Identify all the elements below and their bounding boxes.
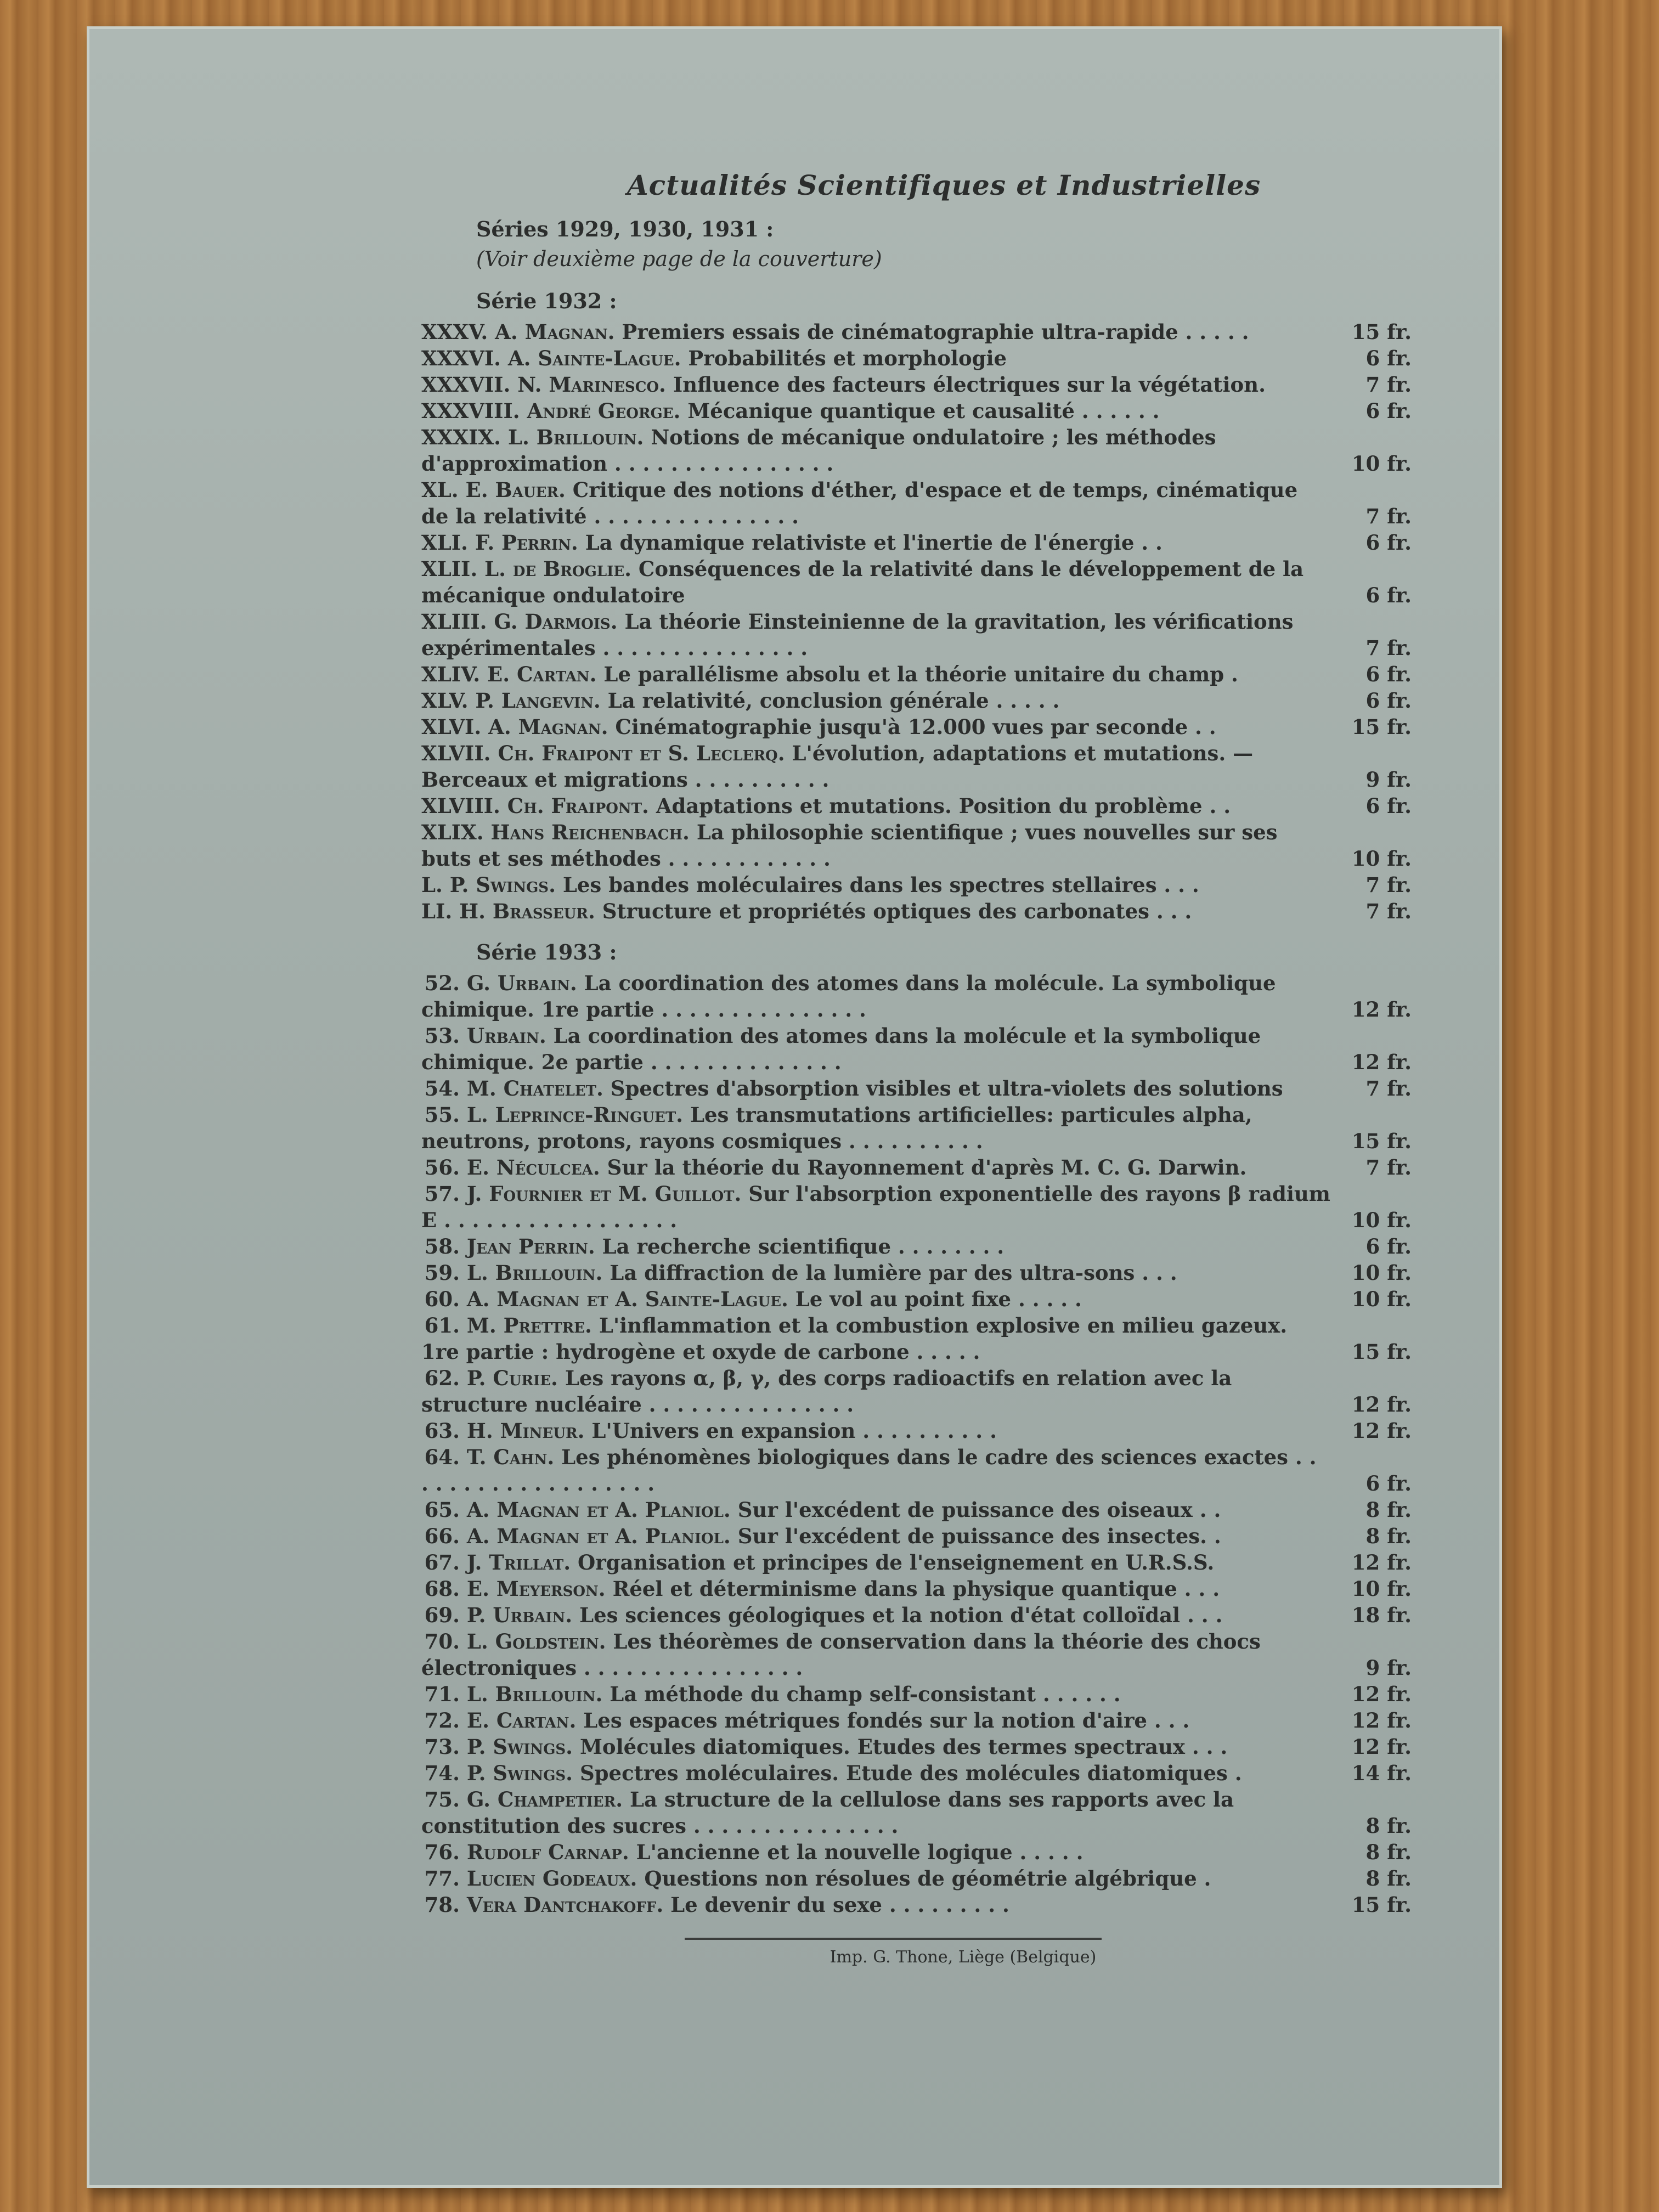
- entry-title: Molécules diatomiques. Etudes des termes spectraux . . .: [579, 1735, 1228, 1759]
- catalogue-entry: [421, 970, 1412, 1023]
- entry-author: P. Swings.: [466, 1735, 573, 1759]
- entry-price: 15 fr.: [1351, 1893, 1412, 1917]
- entry-text: [421, 1444, 1346, 1497]
- catalogue-entry: [421, 1760, 1412, 1786]
- catalogue-entry: [421, 819, 1412, 872]
- entry-number: 53.: [424, 1024, 460, 1048]
- entry-number: 61.: [424, 1313, 460, 1338]
- entry-number: 76.: [424, 1840, 460, 1864]
- catalogue-entry: [421, 1181, 1412, 1233]
- catalogue-entry: [421, 1444, 1412, 1497]
- entry-author: Ch. Fraipont et S. Leclerq.: [498, 741, 785, 765]
- entry-price: 9 fr.: [1365, 1656, 1412, 1680]
- entry-text: [421, 477, 1346, 529]
- entry-price: 18 fr.: [1351, 1603, 1412, 1627]
- entry-number: 55.: [424, 1103, 460, 1127]
- entry-title: Influence des facteurs électriques sur la végétation.: [673, 373, 1266, 397]
- entry-title: Sur l'absorption exponentielle des rayons β radium E . . . . . . . . . . . . . . . . .: [421, 1182, 1330, 1232]
- entry-number: 58.: [424, 1234, 460, 1259]
- entry-author: E. Meyerson.: [466, 1577, 606, 1601]
- entry-price: 10 fr.: [1351, 1261, 1412, 1285]
- entry-text: [421, 1707, 1346, 1734]
- entry-title: La théorie Einsteinienne de la gravitation, les vérifications expérimentales . . . . . . . . . . . . . . .: [421, 610, 1294, 660]
- entry-title: Les théorèmes de conservation dans la théorie des chocs électroniques . . . . . . . . . . . . . . . .: [421, 1629, 1261, 1680]
- entry-text: [421, 1734, 1346, 1760]
- entry-number: 52.: [424, 971, 460, 995]
- catalogue-entry: [421, 1075, 1412, 1102]
- entry-price: 10 fr.: [1351, 452, 1412, 476]
- entry-price: 6 fr.: [1365, 583, 1412, 607]
- entry-price: 15 fr.: [1351, 715, 1412, 739]
- catalogue-entry: [421, 1707, 1412, 1734]
- entry-title: Les rayons α, β, γ, des corps radioactifs en relation avec la structure nucléaire . . . . . . . . . . . . . . .: [421, 1366, 1232, 1417]
- entry-number: 71.: [424, 1682, 460, 1706]
- catalogue-entry: [421, 1892, 1412, 1918]
- entry-text: [421, 1312, 1346, 1365]
- catalogue-entry: [421, 1497, 1412, 1523]
- entry-author: L. Goldstein.: [466, 1629, 606, 1654]
- entry-author: H. Brasseur.: [459, 899, 595, 923]
- series-1933-heading: Série 1933 :: [476, 940, 617, 964]
- entry-author: Hans Reichenbach.: [490, 820, 690, 844]
- catalogue-entry: [421, 398, 1412, 424]
- entry-number: XXXVIII.: [421, 399, 520, 423]
- entry-title: Le parallélisme absolu et la théorie unitaire du champ .: [603, 662, 1238, 686]
- catalogue-entry: [421, 661, 1412, 687]
- entry-price: 6 fr.: [1365, 689, 1412, 713]
- entry-price: 7 fr.: [1365, 899, 1412, 923]
- catalogue-entry: [421, 1576, 1412, 1602]
- entry-author: T. Cahn.: [466, 1445, 555, 1469]
- entry-text: [421, 1760, 1346, 1786]
- entry-title: Sur la théorie du Rayonnement d'après M. C. G. Darwin.: [607, 1155, 1247, 1180]
- printer-imprint: Imp. G. Thone, Liège (Belgique): [830, 1948, 1097, 1967]
- catalogue-entry: [421, 740, 1412, 793]
- entry-price: 12 fr.: [1351, 1708, 1412, 1733]
- book-back-cover: [87, 26, 1502, 2188]
- entry-title: La coordination des atomes dans la molécule et la symbolique chimique. 2e partie . . . . . . . . . . . . . .: [421, 1024, 1261, 1074]
- catalogue-entry: [421, 1023, 1412, 1075]
- entry-price: 8 fr.: [1365, 1840, 1412, 1864]
- entry-number: 74.: [424, 1761, 460, 1785]
- catalogue-entry: [421, 1418, 1412, 1444]
- entry-number: 54.: [424, 1076, 460, 1101]
- entry-number: XLV.: [421, 689, 469, 713]
- catalogue-entry: [421, 424, 1412, 477]
- entry-author: Ch. Fraipont.: [507, 794, 649, 818]
- entry-number: LI.: [421, 899, 453, 923]
- entry-title: Les sciences géologiques et la notion d'état colloïdal . . .: [579, 1603, 1223, 1627]
- catalogue-page: [421, 169, 1412, 1967]
- entry-number: 77.: [424, 1866, 460, 1891]
- entry-price: 12 fr.: [1351, 1392, 1412, 1417]
- catalogue-entry: [421, 608, 1412, 661]
- entry-number: XLIX.: [421, 820, 484, 844]
- entry-author: J. Fournier et M. Guillot.: [466, 1182, 742, 1206]
- entry-price: 12 fr.: [1351, 997, 1412, 1022]
- entry-author: L. Brillouin.: [466, 1682, 603, 1706]
- entry-text: [421, 1102, 1346, 1154]
- entry-text: [421, 740, 1346, 793]
- catalogue-entry: [421, 1839, 1412, 1865]
- entry-title: Mécanique quantique et causalité . . . . . .: [687, 399, 1160, 423]
- entry-text: [421, 970, 1346, 1023]
- series-1929-31-note: (Voir deuxième page de la couverture): [476, 247, 882, 271]
- catalogue-entry: [421, 477, 1412, 529]
- entry-author: E. Néculcea.: [466, 1155, 600, 1180]
- series-1932-heading: Série 1932 :: [476, 289, 617, 313]
- catalogue-entry: [421, 1154, 1412, 1181]
- entry-author: L. Brillouin.: [466, 1261, 603, 1285]
- entry-title: La philosophie scientifique ; vues nouvelles sur ses buts et ses méthodes . . . . . . . . . . . .: [421, 820, 1278, 871]
- entry-text: [421, 1075, 1346, 1102]
- entry-title: Probabilités et morphologie: [688, 346, 1007, 370]
- entry-price: 6 fr.: [1365, 531, 1412, 555]
- entry-author: P. Curie.: [466, 1366, 558, 1390]
- entry-text: [421, 819, 1346, 872]
- entry-title: Conséquences de la relativité dans le développement de la mécanique ondulatoire: [421, 557, 1304, 607]
- entry-text: [421, 608, 1346, 661]
- catalogue-entry: [421, 793, 1412, 819]
- entry-text: [421, 1602, 1346, 1628]
- entry-number: XLIV.: [421, 662, 481, 686]
- entry-title: La structure de la cellulose dans ses rapports avec la constitution des sucres . . . . . . . . . . . . . . .: [421, 1787, 1234, 1838]
- entry-title: Spectres moléculaires. Etude des molécules diatomiques .: [579, 1761, 1242, 1785]
- entry-number: 67.: [424, 1550, 460, 1575]
- entry-text: [421, 1786, 1346, 1839]
- entry-text: [421, 1681, 1346, 1707]
- entry-title: Adaptations et mutations. Position du problème . .: [656, 794, 1231, 818]
- entry-title: L'évolution, adaptations et mutations. — Berceaux et migrations . . . . . . . . . .: [421, 741, 1254, 792]
- entry-number: XLII.: [421, 557, 478, 581]
- entry-price: 12 fr.: [1351, 1419, 1412, 1443]
- catalogue-entry: [421, 1865, 1412, 1892]
- entry-price: 12 fr.: [1351, 1682, 1412, 1706]
- entry-text: [421, 345, 1346, 371]
- entry-author: M. Chatelet.: [466, 1076, 603, 1101]
- entry-price: 10 fr.: [1351, 1287, 1412, 1311]
- entry-number: XLIII.: [421, 610, 487, 634]
- entry-price: 15 fr.: [1351, 320, 1412, 344]
- entry-number: 64.: [424, 1445, 460, 1469]
- entry-number: XLI.: [421, 531, 468, 555]
- entry-number: XL.: [421, 478, 459, 502]
- entry-price: 10 fr.: [1351, 1208, 1412, 1232]
- entry-price: 15 fr.: [1351, 1340, 1412, 1364]
- catalogue-entry: [421, 1549, 1412, 1576]
- entry-author: A. Magnan et A. Sainte-Lague.: [466, 1287, 788, 1311]
- entry-author: L. Leprince-Ringuet.: [466, 1103, 684, 1127]
- entry-author: M. Prettre.: [466, 1313, 592, 1338]
- entry-title: Sur l'excédent de puissance des oiseaux . .: [737, 1498, 1221, 1522]
- entry-text: [421, 1233, 1346, 1260]
- catalogue-entry: [421, 1681, 1412, 1707]
- entry-author: J. Trillat.: [466, 1550, 571, 1575]
- entry-title: Le vol au point fixe . . . . .: [795, 1287, 1082, 1311]
- entry-price: 12 fr.: [1351, 1550, 1412, 1575]
- entry-price: 7 fr.: [1365, 1155, 1412, 1180]
- entry-price: 10 fr.: [1351, 847, 1412, 871]
- entry-title: L'inflammation et la combustion explosive en milieu gazeux. 1re partie : hydrogène et oxyde de carbone . . . . .: [421, 1313, 1288, 1364]
- entry-price: 6 fr.: [1365, 1234, 1412, 1259]
- entry-number: XLVI.: [421, 715, 482, 739]
- entry-title: Les bandes moléculaires dans les spectres stellaires . . .: [562, 873, 1199, 897]
- catalogue-entry: [421, 1365, 1412, 1418]
- entry-author: E. Cartan.: [487, 662, 597, 686]
- entry-title: Cinématographie jusqu'à 12.000 vues par seconde . .: [615, 715, 1216, 739]
- entry-text: [421, 1523, 1346, 1549]
- entry-author: A. Magnan et A. Planiol.: [466, 1524, 731, 1548]
- entry-text: [421, 1549, 1346, 1576]
- entry-title: Critique des notions d'éther, d'espace et de temps, cinématique de la relativité . . . . . . . . . . . . . . .: [421, 478, 1298, 528]
- catalogue-entry: [421, 1523, 1412, 1549]
- catalogue-entry: [421, 319, 1412, 345]
- entry-text: [421, 872, 1346, 898]
- entry-number: XXXVII.: [421, 373, 511, 397]
- entry-price: 6 fr.: [1365, 794, 1412, 818]
- entry-price: 7 fr.: [1365, 636, 1412, 660]
- catalogue-entry: [421, 1286, 1412, 1312]
- entry-number: XLVII.: [421, 741, 491, 765]
- entry-text: [421, 793, 1346, 819]
- entry-price: 8 fr.: [1365, 1866, 1412, 1891]
- entry-text: [421, 1865, 1346, 1892]
- entry-price: 10 fr.: [1351, 1577, 1412, 1601]
- entry-title: La coordination des atomes dans la molécule. La symbolique chimique. 1re partie . . . . . . . . . . . . . . .: [421, 971, 1276, 1022]
- entry-text: [421, 529, 1346, 556]
- entry-number: 69.: [424, 1603, 460, 1627]
- entry-title: L'Univers en expansion . . . . . . . . . .: [591, 1419, 997, 1443]
- entry-text: [421, 1892, 1346, 1918]
- entry-text: [421, 1576, 1346, 1602]
- catalogue-entry: [421, 898, 1412, 924]
- entry-author: A. Sainte-Lague.: [507, 346, 681, 370]
- entry-title: Réel et déterminisme dans la physique quantique . . .: [612, 1577, 1220, 1601]
- entry-title: Les transmutations artificielles: particules alpha, neutrons, protons, rayons cosmiques . . . . . . . . . .: [421, 1103, 1252, 1153]
- entry-text: [421, 1023, 1346, 1075]
- entry-number: 73.: [424, 1735, 460, 1759]
- series-1933-list: [421, 970, 1412, 1918]
- entry-price: 6 fr.: [1365, 399, 1412, 423]
- entry-number: XXXVI.: [421, 346, 501, 370]
- entry-author: P. Langevin.: [475, 689, 601, 713]
- entry-title: Les espaces métriques fondés sur la notion d'aire . . .: [583, 1708, 1190, 1733]
- entry-text: [421, 398, 1346, 424]
- entry-author: E. Bauer.: [465, 478, 566, 502]
- entry-text: [421, 319, 1346, 345]
- entry-author: L. Brillouin.: [507, 425, 644, 449]
- entry-author: E. Cartan.: [466, 1708, 577, 1733]
- entry-number: XLVIII.: [421, 794, 500, 818]
- entry-title: Spectres d'absorption visibles et ultra-violets des solutions: [610, 1076, 1283, 1101]
- entry-price: 14 fr.: [1351, 1761, 1412, 1785]
- entry-number: 66.: [424, 1524, 460, 1548]
- entry-text: [421, 371, 1346, 398]
- entry-title: Structure et propriétés optiques des carbonates . . .: [602, 899, 1192, 923]
- entry-price: 12 fr.: [1351, 1050, 1412, 1074]
- catalogue-entry: [421, 1628, 1412, 1681]
- entry-title: La dynamique relativiste et l'inertie de l'énergie . .: [585, 531, 1163, 555]
- entry-price: 7 fr.: [1365, 504, 1412, 528]
- entry-text: [421, 1365, 1346, 1418]
- catalogue-entry: [421, 556, 1412, 608]
- entry-title: Sur l'excédent de puissance des insectes. .: [737, 1524, 1221, 1548]
- entry-number: 63.: [424, 1419, 460, 1443]
- entry-text: [421, 1154, 1346, 1181]
- catalogue-entry: [421, 529, 1412, 556]
- catalogue-entry: [421, 1260, 1412, 1286]
- entry-text: [421, 714, 1346, 740]
- series-1929-31-heading: Séries 1929, 1930, 1931 :: [476, 217, 774, 241]
- entry-price: 15 fr.: [1351, 1129, 1412, 1153]
- entry-price: 8 fr.: [1365, 1498, 1412, 1522]
- series-1932-list: [421, 319, 1412, 924]
- entry-text: [421, 1839, 1346, 1865]
- catalogue-entry: [421, 872, 1412, 898]
- entry-title: Premiers essais de cinématographie ultra-rapide . . . . .: [622, 320, 1249, 344]
- entry-price: 6 fr.: [1365, 346, 1412, 370]
- entry-price: 6 fr.: [1365, 1471, 1412, 1496]
- entry-title: L'ancienne et la nouvelle logique . . . . .: [636, 1840, 1084, 1864]
- entry-number: 75.: [424, 1787, 460, 1812]
- catalogue-entry: [421, 371, 1412, 398]
- catalogue-entry: [421, 1786, 1412, 1839]
- entry-price: 8 fr.: [1365, 1524, 1412, 1548]
- entry-number: 78.: [424, 1893, 460, 1917]
- entry-title: Le devenir du sexe . . . . . . . . .: [670, 1893, 1009, 1917]
- entry-author: L. de Broglie.: [484, 557, 632, 581]
- entry-author: A. Magnan et A. Planiol.: [466, 1498, 731, 1522]
- entry-text: [421, 556, 1346, 608]
- entry-author: N. Marinesco.: [517, 373, 666, 397]
- entry-number: 62.: [424, 1366, 460, 1390]
- entry-number: XXXIX.: [421, 425, 501, 449]
- entry-text: [421, 424, 1346, 477]
- entry-number: L.: [421, 873, 443, 897]
- entry-price: 8 fr.: [1365, 1814, 1412, 1838]
- entry-number: 57.: [424, 1182, 460, 1206]
- entry-title: Organisation et principes de l'enseignement en U.R.S.S.: [578, 1550, 1215, 1575]
- entry-number: 65.: [424, 1498, 460, 1522]
- entry-price: 7 fr.: [1365, 1076, 1412, 1101]
- entry-text: [421, 1628, 1346, 1681]
- entry-number: 60.: [424, 1287, 460, 1311]
- entry-author: P. Swings.: [449, 873, 556, 897]
- entry-author: A. Magnan.: [495, 320, 615, 344]
- entry-author: Urbain.: [466, 1024, 546, 1048]
- catalogue-entry: [421, 1602, 1412, 1628]
- catalogue-entry: [421, 1734, 1412, 1760]
- entry-title: La relativité, conclusion générale . . . . .: [607, 689, 1060, 713]
- entry-number: XXXV.: [421, 320, 488, 344]
- entry-author: P. Swings.: [466, 1761, 573, 1785]
- catalogue-entry: [421, 1233, 1412, 1260]
- entry-title: La diffraction de la lumière par des ultra-sons . . .: [610, 1261, 1177, 1285]
- entry-title: La recherche scientifique . . . . . . . .: [602, 1234, 1005, 1259]
- entry-author: G. Champetier.: [466, 1787, 623, 1812]
- entry-number: 56.: [424, 1155, 460, 1180]
- entry-text: [421, 1286, 1346, 1312]
- collection-title: Actualités Scientifiques et Industrielles: [627, 169, 1261, 201]
- entry-author: Jean Perrin.: [466, 1234, 595, 1259]
- catalogue-entry: [421, 687, 1412, 714]
- entry-title: Les phénomènes biologiques dans le cadre des sciences exactes . . . . . . . . . . . . . . . . . . .: [421, 1445, 1317, 1496]
- entry-author: Rudolf Carnap.: [466, 1840, 629, 1864]
- entry-price: 12 fr.: [1351, 1735, 1412, 1759]
- entry-text: [421, 661, 1346, 687]
- entry-price: 7 fr.: [1365, 873, 1412, 897]
- catalogue-entry: [421, 1312, 1412, 1365]
- entry-text: [421, 1181, 1346, 1233]
- entry-author: André George.: [527, 399, 681, 423]
- entry-price: 7 fr.: [1365, 373, 1412, 397]
- entry-author: Lucien Godeaux.: [466, 1866, 637, 1891]
- entry-number: 59.: [424, 1261, 460, 1285]
- catalogue-entry: [421, 345, 1412, 371]
- entry-text: [421, 1418, 1346, 1444]
- entry-number: 70.: [424, 1629, 460, 1654]
- entry-text: [421, 898, 1346, 924]
- entry-author: F. Perrin.: [475, 531, 578, 555]
- entry-number: 68.: [424, 1577, 460, 1601]
- entry-price: 9 fr.: [1365, 768, 1412, 792]
- entry-author: H. Mineur.: [466, 1419, 585, 1443]
- entry-number: 72.: [424, 1708, 460, 1733]
- entry-text: [421, 687, 1346, 714]
- catalogue-entry: [421, 1102, 1412, 1154]
- entry-title: Notions de mécanique ondulatoire ; les méthodes d'approximation . . . . . . . . . . . . . . . .: [421, 425, 1216, 476]
- entry-author: Vera Dantchakoff.: [466, 1893, 664, 1917]
- entry-title: La méthode du champ self-consistant . . . . . .: [610, 1682, 1121, 1706]
- entry-text: [421, 1497, 1346, 1523]
- entry-price: 6 fr.: [1365, 662, 1412, 686]
- entry-title: Questions non résolues de géométrie algébrique .: [644, 1866, 1211, 1891]
- entry-author: P. Urbain.: [466, 1603, 573, 1627]
- entry-author: A. Magnan.: [488, 715, 608, 739]
- entry-text: [421, 1260, 1346, 1286]
- catalogue-entry: [421, 714, 1412, 740]
- entry-author: G. Urbain.: [466, 971, 577, 995]
- entry-author: G. Darmois.: [494, 610, 618, 634]
- divider-rule: [685, 1938, 1102, 1940]
